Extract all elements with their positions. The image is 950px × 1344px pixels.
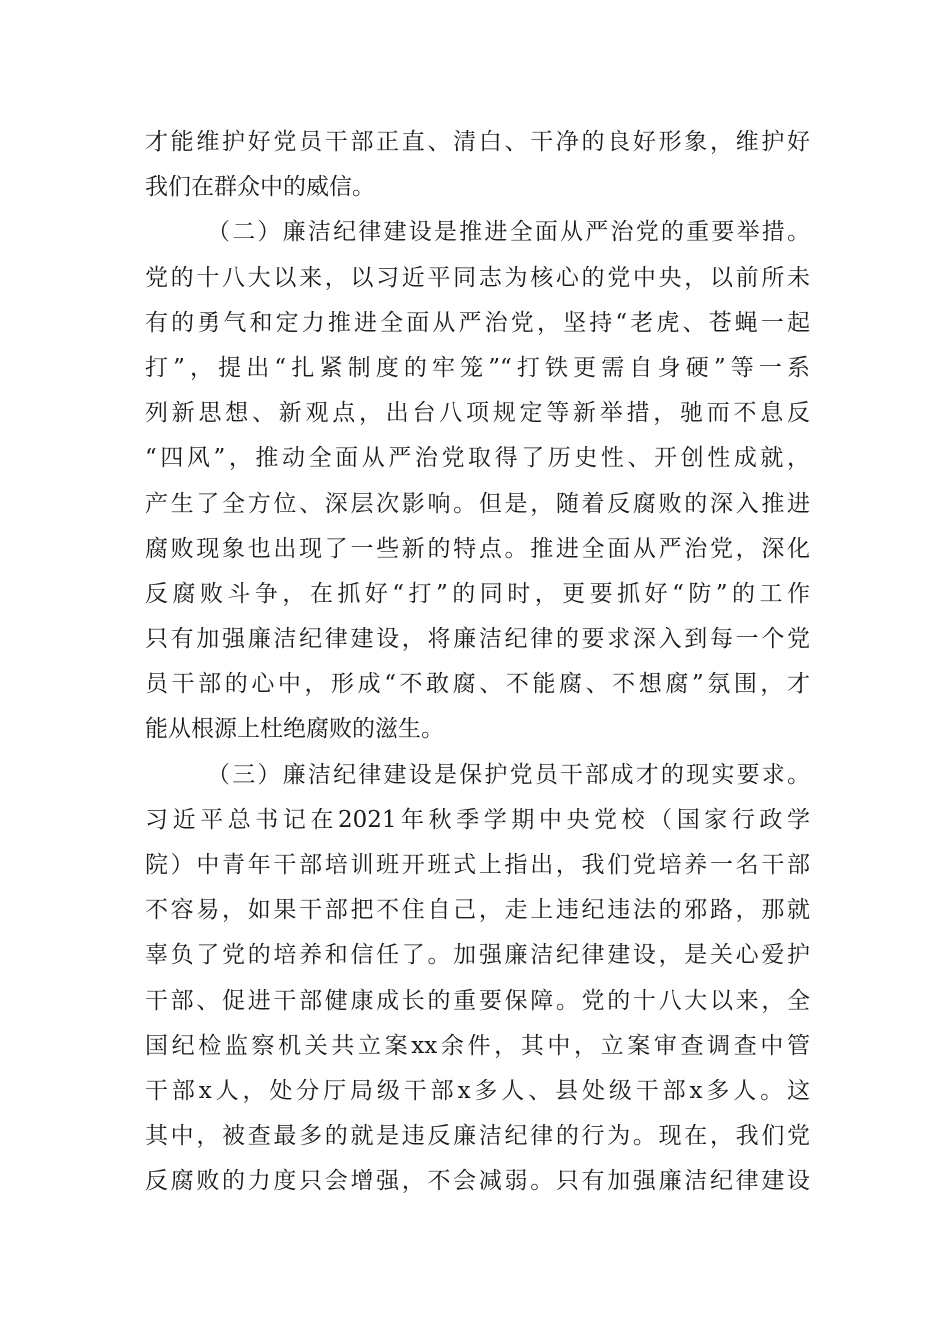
text-line: 只有加强廉洁纪律建设，将廉洁纪律的要求深入到每一个党	[145, 626, 810, 653]
text-line: 干部x人，处分厅局级干部x多人、县处级干部x多人。这	[145, 1077, 810, 1104]
text-line: 员干部的心中，形成“不敢腐、不能腐、不想腐”氛围，才	[145, 671, 810, 698]
text-line: 院）中青年干部培训班开班式上指出，我们党培养一名干部	[145, 852, 810, 878]
text-line: 不容易，如果干部把不住自己，走上违纪违法的邪路，那就	[145, 897, 810, 924]
text-line: “四风”，推动全面从严治党取得了历史性、开创性成就，	[145, 445, 810, 472]
text-line: （三）廉洁纪律建设是保护党员干部成才的现实要求。	[207, 761, 810, 788]
text-line: 有的勇气和定力推进全面从严治党，坚持“老虎、苍蝇一起	[145, 309, 810, 336]
text-line: 反腐败斗争，在抓好“打”的同时，更要抓好“防”的工作	[145, 580, 810, 607]
text-line: 才能维护好党员干部正直、清白、干净的良好形象，维护好	[145, 129, 810, 155]
text-line: 党的十八大以来，以习近平同志为核心的党中央，以前所未	[145, 264, 810, 291]
text-line: 其中，被查最多的就是违反廉洁纪律的行为。现在，我们党	[145, 1123, 810, 1150]
text-line: 干部、促进干部健康成长的重要保障。党的十八大以来，全	[145, 987, 810, 1014]
text-line: （二）廉洁纪律建设是推进全面从严治党的重要举措。	[207, 219, 810, 246]
text-line: 反腐败的力度只会增强，不会减弱。只有加强廉洁纪律建设	[145, 1168, 810, 1195]
text-line: 习近平总书记在2021年秋季学期中央党校（国家行政学	[145, 806, 810, 833]
text-line: 我们在群众中的威信。	[145, 174, 375, 201]
text-line: 列新思想、新观点，出台八项规定等新举措，驰而不息反	[145, 400, 810, 427]
text-line: 产生了全方位、深层次影响。但是，随着反腐败的深入推进	[145, 490, 810, 517]
document-body	[145, 120, 810, 1205]
text-line: 辜负了党的培养和信任了。加强廉洁纪律建设，是关心爱护	[145, 942, 810, 969]
text-line: 国纪检监察机关共立案xx余件，其中，立案审查调查中管	[145, 1032, 810, 1059]
text-line: 打”，提出“扎紧制度的牢笼”“打铁更需自身硬”等一系	[145, 354, 810, 381]
text-line: 能从根源上杜绝腐败的滋生。	[145, 716, 444, 743]
text-line: 腐败现象也出现了一些新的特点。推进全面从严治党，深化	[145, 535, 810, 562]
